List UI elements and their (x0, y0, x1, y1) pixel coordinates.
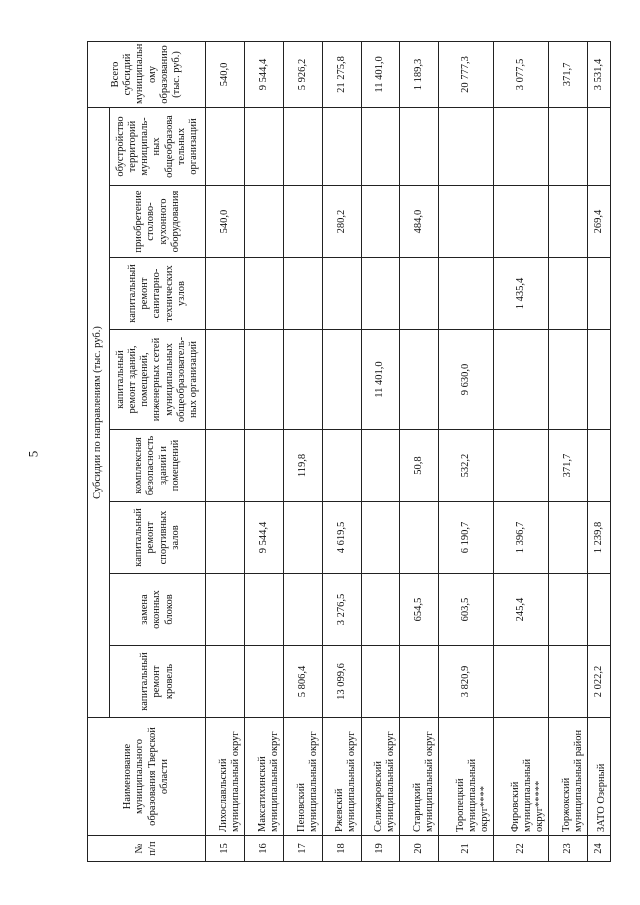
row-value (400, 646, 439, 718)
row-value (244, 430, 283, 502)
row-value (439, 258, 494, 330)
table-row (361, 41, 400, 861)
row-value (283, 330, 322, 430)
row-value (244, 107, 283, 185)
row-value: 5 806,4 (283, 646, 322, 718)
row-number: 16 (244, 836, 283, 862)
row-municipality: Максатихинский муниципальный округ (244, 718, 283, 836)
header-num: № п/п (88, 836, 206, 862)
row-value (361, 430, 400, 502)
row-value: 245,4 (494, 574, 549, 646)
rotated-table-container (87, 42, 611, 862)
row-value: 11 401,0 (361, 330, 400, 430)
table-row (244, 41, 283, 861)
row-value (206, 646, 245, 718)
header-group: Субсидии по направлениям (тыс. руб.) (88, 107, 110, 717)
row-value (439, 186, 494, 258)
row-value (588, 430, 611, 502)
table-row (206, 41, 245, 861)
row-total: 3 531,4 (588, 41, 611, 107)
row-value (206, 107, 245, 185)
row-number: 20 (400, 836, 439, 862)
row-value: 9 630,0 (439, 330, 494, 430)
row-value (494, 330, 549, 430)
subsidy-table (87, 41, 611, 862)
row-value: 4 619,5 (322, 502, 361, 574)
row-value (244, 574, 283, 646)
row-municipality: Старицкий муниципальный округ (400, 718, 439, 836)
row-value: 540,0 (206, 186, 245, 258)
row-value: 1 239,8 (588, 502, 611, 574)
row-number: 18 (322, 836, 361, 862)
header-col-3: комплексная безопасность зданий и помещений (110, 430, 206, 502)
row-number: 23 (549, 836, 588, 862)
row-value (322, 107, 361, 185)
row-value: 3 276,5 (322, 574, 361, 646)
row-value (400, 330, 439, 430)
header-col-0: капитальный ремонт кровель (110, 646, 206, 718)
row-value (494, 646, 549, 718)
row-municipality: Селижаровский муниципальный округ (361, 718, 400, 836)
row-value (361, 646, 400, 718)
row-value (283, 502, 322, 574)
row-number: 21 (439, 836, 494, 862)
header-col-4: капитальный ремонт зданий, помещений, инженерных сетей муниципальных общеобразователь-ных организаций (110, 330, 206, 430)
row-value (322, 258, 361, 330)
row-number: 24 (588, 836, 611, 862)
row-value (588, 258, 611, 330)
table-row (400, 41, 439, 861)
row-total: 11 401,0 (361, 41, 400, 107)
row-value (361, 186, 400, 258)
table-row (283, 41, 322, 861)
table-row (439, 41, 494, 861)
row-value (400, 258, 439, 330)
row-value (283, 186, 322, 258)
row-value (588, 330, 611, 430)
row-value (494, 186, 549, 258)
row-value: 6 190,7 (439, 502, 494, 574)
row-value (244, 330, 283, 430)
row-value (322, 430, 361, 502)
row-value (206, 574, 245, 646)
row-number: 17 (283, 836, 322, 862)
row-total: 9 544,4 (244, 41, 283, 107)
header-total: Всего субсидий муниципальн ому образованию (тыс. руб.) (88, 41, 206, 107)
header-col-6: приобретение столово-кухонного оборудования (110, 186, 206, 258)
row-value (549, 574, 588, 646)
header-name: Наименование муниципального образования Тверской области (88, 718, 206, 836)
row-value (549, 646, 588, 718)
row-value (549, 330, 588, 430)
page-number: 5 (25, 450, 41, 458)
row-number: 15 (206, 836, 245, 862)
row-value (439, 107, 494, 185)
row-value (494, 430, 549, 502)
row-value: 1 396,7 (494, 502, 549, 574)
row-value (400, 502, 439, 574)
row-value (206, 430, 245, 502)
row-number: 19 (361, 836, 400, 862)
table-row (588, 41, 611, 861)
row-value (588, 574, 611, 646)
row-value (283, 258, 322, 330)
table-row (549, 41, 588, 861)
row-total: 20 777,3 (439, 41, 494, 107)
table-row (322, 41, 361, 861)
row-value (206, 502, 245, 574)
header-col-7: обустройство территорий муниципаль-ных общеобразова тельных организаций (110, 107, 206, 185)
row-value (206, 258, 245, 330)
row-total: 5 926,2 (283, 41, 322, 107)
row-municipality: Торжокский муниципальный район (549, 718, 588, 836)
row-value (361, 107, 400, 185)
row-value: 280,2 (322, 186, 361, 258)
row-value: 269,4 (588, 186, 611, 258)
row-value (322, 330, 361, 430)
row-municipality: Пеновский муниципальный округ (283, 718, 322, 836)
header-col-1: замена оконных блоков (110, 574, 206, 646)
row-value: 603,5 (439, 574, 494, 646)
row-value: 2 022,2 (588, 646, 611, 718)
row-municipality: ЗАТО Озерный (588, 718, 611, 836)
row-municipality: Фировский муниципальный округ***** (494, 718, 549, 836)
row-value: 13 099,6 (322, 646, 361, 718)
row-value: 484,0 (400, 186, 439, 258)
row-value (549, 186, 588, 258)
row-value (361, 502, 400, 574)
row-value (400, 107, 439, 185)
row-value (361, 574, 400, 646)
row-value (244, 186, 283, 258)
row-value: 9 544,4 (244, 502, 283, 574)
row-municipality: Торопецкий муниципальный округ**** (439, 718, 494, 836)
row-value (283, 574, 322, 646)
row-number: 22 (494, 836, 549, 862)
row-value: 532,2 (439, 430, 494, 502)
row-value: 1 435,4 (494, 258, 549, 330)
row-total: 3 077,5 (494, 41, 549, 107)
row-value (588, 107, 611, 185)
row-total: 21 275,8 (322, 41, 361, 107)
row-value (244, 258, 283, 330)
row-value (206, 330, 245, 430)
row-value: 50,8 (400, 430, 439, 502)
row-value (549, 502, 588, 574)
row-municipality: Ржевский муниципальный округ (322, 718, 361, 836)
row-value (361, 258, 400, 330)
row-municipality: Лихославльский муниципальный округ (206, 718, 245, 836)
table-row (494, 41, 549, 861)
row-total: 1 189,3 (400, 41, 439, 107)
header-col-5: капитальный ремонт санитарно-технических узлов (110, 258, 206, 330)
row-value (244, 646, 283, 718)
header-col-2: капитальный ремонт спортивных залов (110, 502, 206, 574)
row-total: 371,7 (549, 41, 588, 107)
row-value: 119,8 (283, 430, 322, 502)
row-value: 654,5 (400, 574, 439, 646)
row-value (494, 107, 549, 185)
row-total: 540,0 (206, 41, 245, 107)
row-value (549, 258, 588, 330)
row-value (549, 107, 588, 185)
row-value (283, 107, 322, 185)
row-value: 371,7 (549, 430, 588, 502)
row-value: 3 820,9 (439, 646, 494, 718)
